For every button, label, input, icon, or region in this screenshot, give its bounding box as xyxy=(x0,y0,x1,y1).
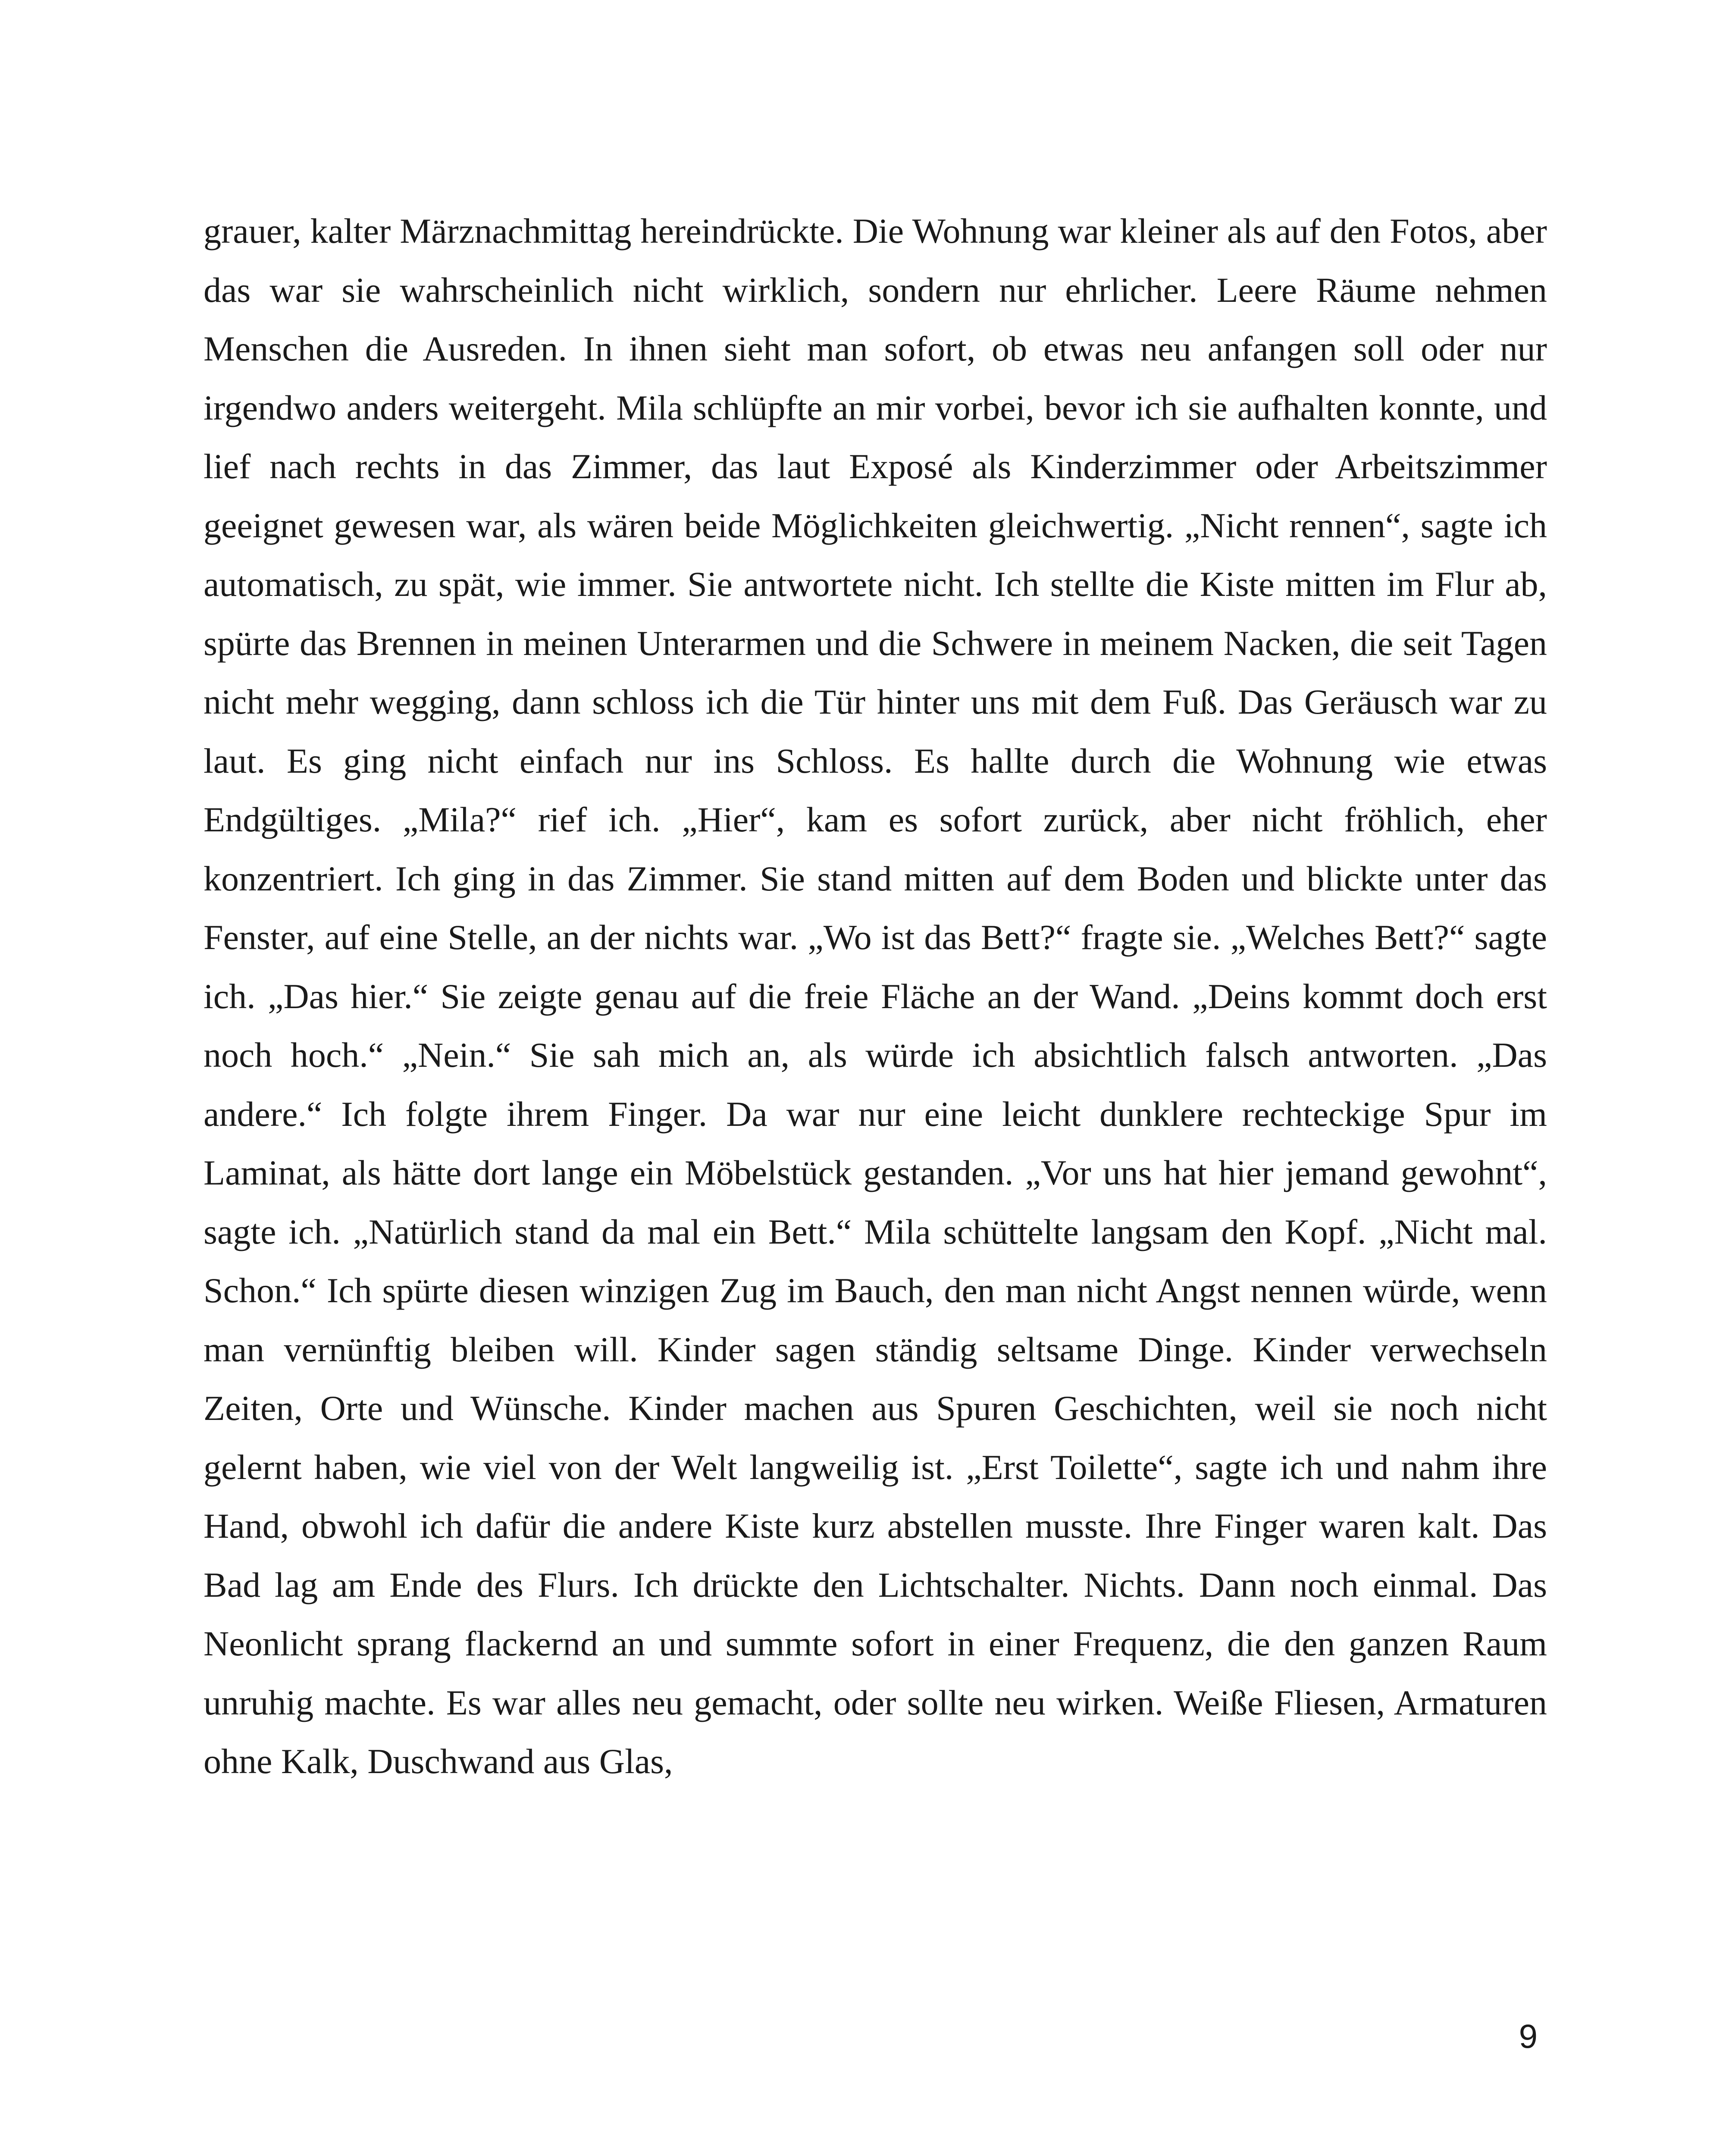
body-text: grauer, kalter Märznachmittag hereindrückte. Die Wohnung war kleiner als auf den Fotos, aber das war sie wahrscheinlich nicht wirklich, sondern nur ehrlicher. Leere Räume nehmen Menschen die Ausreden. In ihnen sieht man sofort, ob etwas neu anfangen soll oder nur irgendwo anders weitergeht. Mila schlüpfte an mir vorbei, bevor ich sie aufhalten konnte, und lief nach rechts in das Zimmer, das laut Exposé als Kinderzimmer oder Arbeitszimmer geeignet gewesen war, als wären beide Möglichkeiten gleichwertig. „Nicht rennen“, sagte ich automatisch, zu spät, wie immer. Sie antwortete nicht. Ich stellte die Kiste mitten im Flur ab, spürte das Brennen in meinen Unterarmen und die Schwere in meinem Nacken, die seit Tagen nicht mehr wegging, dann schloss ich die Tür hinter uns mit dem Fuß. Das Geräusch war zu laut. Es ging nicht einfach nur ins Schloss. Es hallte durch die Wohnung wie etwas Endgültiges. „Mila?“ rief ich. „Hier“, kam es sofort zurück, aber nicht fröhlich, eher konzentriert. Ich ging in das Zimmer. Sie stand mitten auf dem Boden und blickte unter das Fenster, auf eine Stelle, an der nichts war. „Wo ist das Bett?“ fragte sie. „Welches Bett?“ sagte ich. „Das hier.“ Sie zeigte genau auf die freie Fläche an der Wand. „Deins kommt doch erst noch hoch.“ „Nein.“ Sie sah mich an, als würde ich absichtlich falsch antworten. „Das andere.“ Ich folgte ihrem Finger. Da war nur eine leicht dunklere rechteckige Spur im Laminat, als hätte dort lange ein Möbelstück gestanden. „Vor uns hat hier jemand gewohnt“, sagte ich. „Natürlich stand da mal ein Bett.“ Mila schüttelte langsam den Kopf. „Nicht mal. Schon.“ Ich spürte diesen winzigen Zug im Bauch, den man nicht Angst nennen würde, wenn man vernünftig bleiben will. Kinder sagen ständig seltsame Dinge. Kinder verwechseln Zeiten, Orte und Wünsche. Kinder machen aus Spuren Geschichten, weil sie noch nicht gelernt haben, wie viel von der Welt langweilig ist. „Erst Toilette“, sagte ich und nahm ihre Hand, obwohl ich dafür die andere Kiste kurz abstellen musste. Ihre Finger waren kalt. Das Bad lag am Ende des Flurs. Ich drückte den Lichtschalter. Nichts. Dann noch einmal. Das Neonlicht sprang flackernd an und summte sofort in einer Frequenz, die den ganzen Raum unruhig machte. Es war alles neu gemacht, oder sollte neu wirken. Weiße Fliesen, Armaturen ohne Kalk, Duschwand aus Glas, xyxy=(204,211,1547,1781)
page-number: 9 xyxy=(1519,2017,1538,2055)
